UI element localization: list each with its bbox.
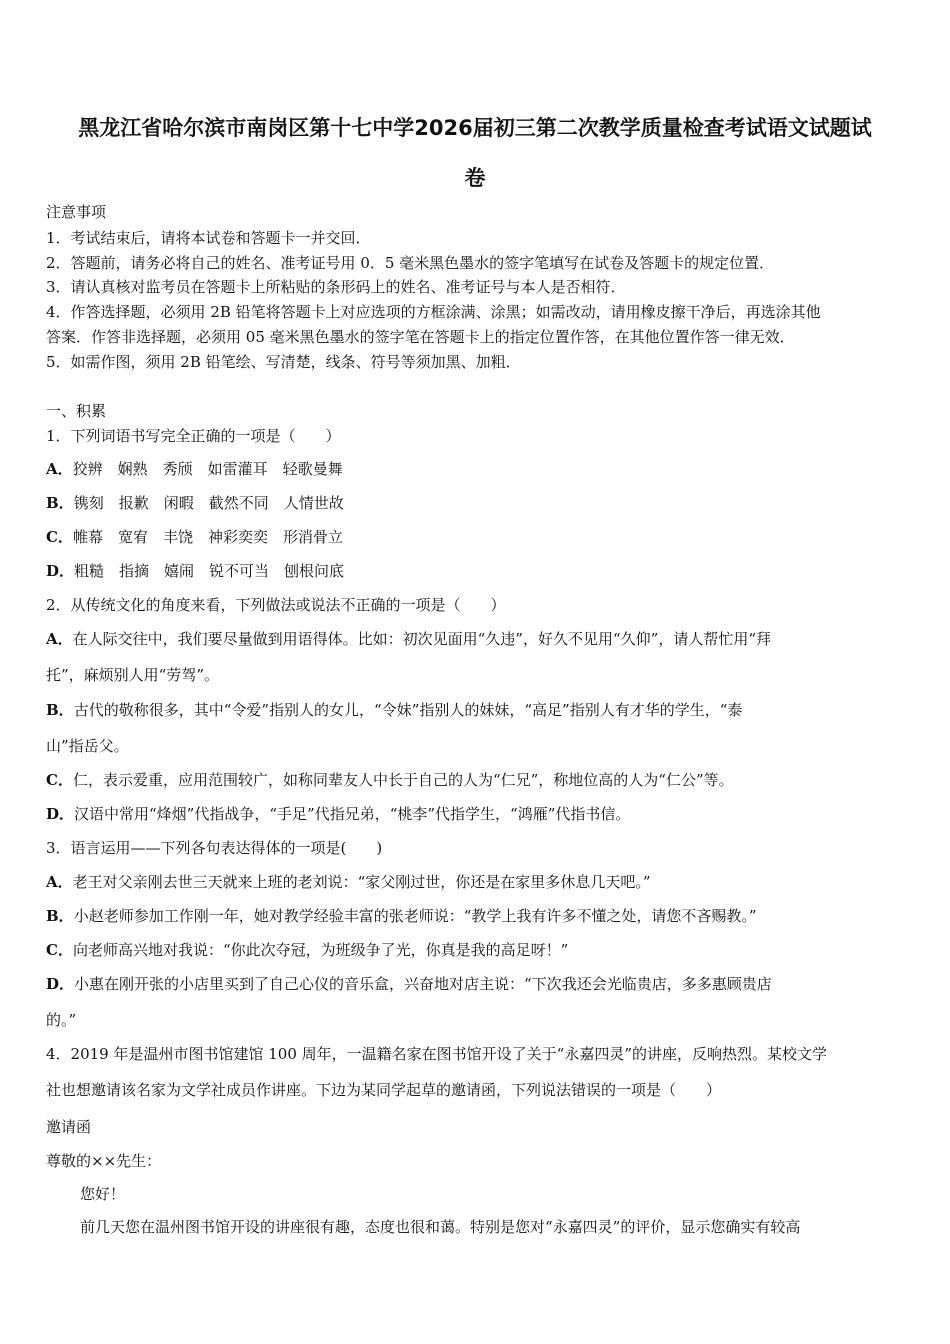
answer-option	[46, 872, 916, 892]
option-letter: A．	[46, 873, 73, 891]
answer-option	[46, 974, 916, 994]
option-text: 汉语中常用“烽烟”代指战争，“手足”代指兄弟，“桃李”代指学生，“鸿雁”代指书信。	[74, 805, 631, 823]
notice-item: 1．考试结束后，请将本试卷和答题卡一并交回．	[46, 229, 371, 247]
letter-body: 前几天您在温州图书馆开设的讲座很有趣，态度也很和蔼。特别是您对“永嘉四灵”的评价，显示您确实有较高	[80, 1218, 801, 1236]
page-title-line-1: 黑龙江省哈尔滨市南岗区第十七中学2026届初三第二次教学质量检查考试语文试题试	[78, 116, 872, 140]
question-stem: 1．下列词语书写完全正确的一项是（ ）	[46, 427, 341, 445]
option-text: 狡辨 娴熟 秀颀 如雷灌耳 轻歌曼舞	[72, 460, 343, 478]
answer-option	[46, 906, 916, 926]
notice-item: 3．请认真核对监考员在答题卡上所粘贴的条形码上的姓名、准考证号与本人是否相符．	[46, 278, 626, 296]
notice-item: 4．作答选择题，必须用 2B 铅笔将答题卡上对应选项的方框涂满、涂黑；如需改动，请用橡皮擦干净后，再选涂其他	[46, 303, 821, 321]
option-text: 帷幕 宽宥 丰饶 神彩奕奕 形消骨立	[72, 528, 343, 546]
answer-option	[46, 629, 916, 649]
question-stem: 4．2019 年是温州市图书馆建馆 100 周年，一温籍名家在图书馆开设了关于“永嘉四灵”的讲座，反响热烈。某校文学	[46, 1045, 827, 1063]
option-text: 仁，表示爱重，应用范围较广，如称同辈友人中长于自己的人为“仁兄”，称地位高的人为“仁公”等。	[72, 771, 734, 789]
option-letter: D．	[46, 562, 75, 580]
option-text: 粗糙 指摘 嬉闹 锐不可当 刨根问底	[74, 562, 345, 580]
question-stem-continued: 社也想邀请该名家为文学社成员作讲座。下边为某同学起草的邀请函，下列说法错误的一项是（ ）	[46, 1081, 722, 1099]
option-letter: A．	[46, 630, 73, 648]
option-text: 镌刻 报歉 闲暇 截然不同 人情世故	[73, 494, 344, 512]
option-letter: C．	[46, 771, 73, 789]
letter-salutation: 尊敬的××先生：	[46, 1152, 162, 1170]
option-letter: B．	[46, 494, 74, 512]
answer-option-continued: 山”指岳父。	[46, 737, 129, 755]
answer-option	[46, 940, 916, 960]
answer-option	[46, 561, 916, 581]
option-letter: C．	[46, 528, 73, 546]
option-letter: D．	[46, 805, 75, 823]
option-text: 老王对父亲刚去世三天就来上班的老刘说：“家父刚过世，你还是在家里多休息几天吧。”	[72, 873, 651, 891]
letter-greeting: 您好！	[80, 1185, 126, 1203]
notice-item: 答案．作答非选择题，必须用 05 毫米黑色墨水的签字笔在答题卡上的指定位置作答，在其他位置作答一律无效．	[46, 328, 795, 346]
page-title-line-2: 卷	[464, 166, 486, 190]
option-text: 小惠在刚开张的小店里买到了自己心仪的音乐盒，兴奋地对店主说：“下次我还会光临贵店，多多惠顾贵店	[74, 975, 772, 993]
option-letter: A．	[46, 460, 73, 478]
question-stem: 3．语言运用——下列各句表达得体的一项是( )	[46, 839, 383, 857]
notice-item: 5．如需作图，须用 2B 铅笔绘、写清楚，线条、符号等须加黑、加粗．	[46, 353, 521, 371]
option-letter: B．	[46, 907, 74, 925]
answer-option	[46, 804, 916, 824]
answer-option	[46, 493, 916, 513]
answer-option	[46, 459, 916, 479]
letter-title: 邀请函	[46, 1118, 92, 1136]
answer-option	[46, 770, 916, 790]
section-heading: 一、积累	[46, 402, 107, 420]
option-text: 向老师高兴地对我说：“你此次夺冠，为班级争了光，你真是我的高足呀！”	[72, 941, 569, 959]
option-letter: B．	[46, 701, 74, 719]
answer-option-continued: 托”，麻烦别人用“劳驾”。	[46, 666, 220, 684]
question-stem: 2．从传统文化的角度来看，下列做法或说法不正确的一项是（ ）	[46, 596, 506, 614]
answer-option	[46, 700, 916, 720]
option-text: 在人际交往中，我们要尽量做到用语得体。比如：初次见面用“久违”，好久不见用“久仰”，请人帮忙用“拜	[72, 630, 771, 648]
option-letter: D．	[46, 975, 75, 993]
answer-option-continued: 的。”	[46, 1011, 77, 1029]
option-letter: C．	[46, 941, 73, 959]
option-text: 小赵老师参加工作刚一年，她对教学经验丰富的张老师说：“教学上我有许多不懂之处，请您不吝赐教。”	[73, 907, 757, 925]
option-text: 古代的敬称很多，其中“令爱”指别人的女儿，“令妹”指别人的妹妹，“高足”指别人有才华的学生，“泰	[73, 701, 743, 719]
answer-option	[46, 527, 916, 547]
notice-item: 2．答题前，请务必将自己的姓名、准考证号用 0．5 毫米黑色墨水的签字笔填写在试卷及答题卡的规定位置．	[46, 254, 775, 272]
notice-heading: 注意事项	[46, 203, 107, 221]
